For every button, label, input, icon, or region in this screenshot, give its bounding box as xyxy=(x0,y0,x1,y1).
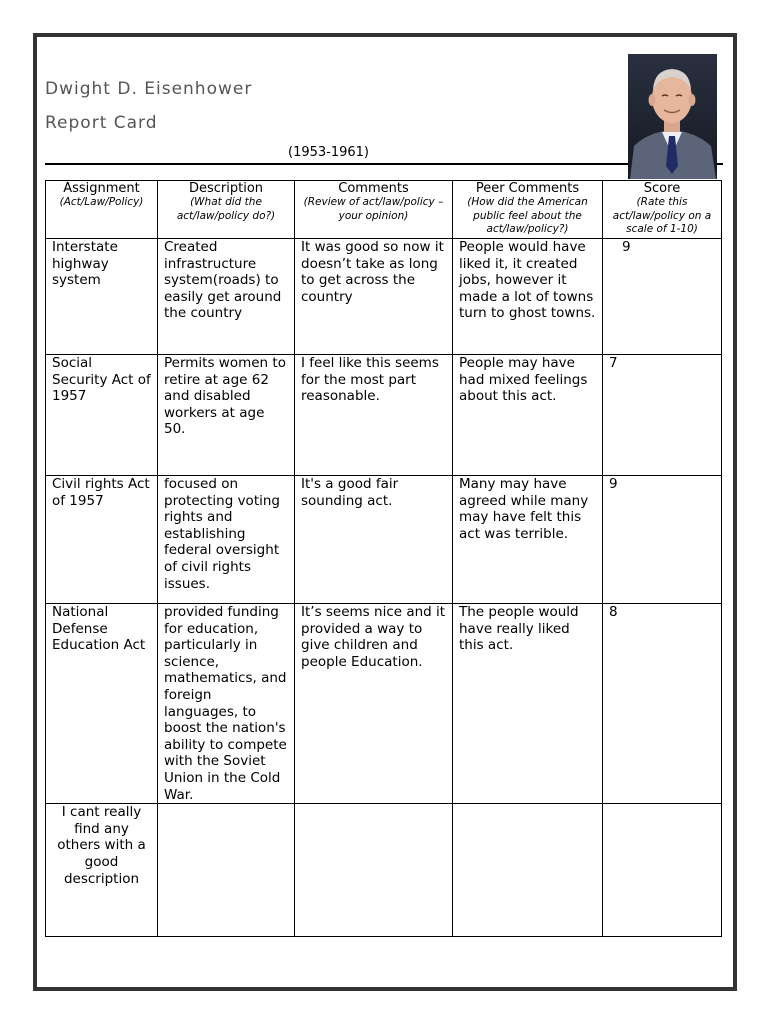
comments-cell xyxy=(295,804,453,937)
peer-comments-cell: People would have liked it, it created jobs, however it made a lot of towns turn to ghost towns. xyxy=(453,239,603,355)
assignment-cell: National Defense Education Act xyxy=(46,604,158,804)
peer-comments-cell: The people would have really liked this act. xyxy=(453,604,603,804)
comments-cell: It’s seems nice and it provided a way to give children and people Education. xyxy=(295,604,453,804)
eisenhower-portrait xyxy=(628,54,717,179)
comments-cell: It's a good fair sounding act. xyxy=(295,476,453,604)
assignment-cell: Interstate highway system xyxy=(46,239,158,355)
score-cell: 8 xyxy=(603,604,722,804)
comments-cell: I feel like this seems for the most part reasonable. xyxy=(295,355,453,476)
description-cell: Created infrastructure system(roads) to easily get around the country xyxy=(158,239,295,355)
score-cell: 9 xyxy=(603,239,722,355)
column-header-description: Description (What did the act/law/policy do?) xyxy=(158,181,295,239)
table-row xyxy=(46,804,722,937)
score-cell: 7 xyxy=(603,355,722,476)
description-cell xyxy=(158,804,295,937)
description-cell: Permits women to retire at age 62 and disabled workers at age 50. xyxy=(158,355,295,476)
peer-comments-cell: Many may have agreed while many may have felt this act was terrible. xyxy=(453,476,603,604)
header-divider xyxy=(45,163,723,165)
report-card-title: Report Card xyxy=(45,113,158,133)
assignment-cell: Social Security Act of 1957 xyxy=(46,355,158,476)
description-cell: provided funding for education, particularly in science, mathematics, and foreign languages, to boost the nation's ability to compete with the Soviet Union in the Cold War. xyxy=(158,604,295,804)
table-header-row xyxy=(46,181,722,239)
assignment-cell: Civil rights Act of 1957 xyxy=(46,476,158,604)
table-row xyxy=(46,355,722,476)
peer-comments-cell: People may have had mixed feelings about this act. xyxy=(453,355,603,476)
peer-comments-cell xyxy=(453,804,603,937)
comments-cell: It was good so now it doesn’t take as long to get across the country xyxy=(295,239,453,355)
description-cell: focused on protecting voting rights and establishing federal oversight of civil rights issues. xyxy=(158,476,295,604)
column-header-comments: Comments (Review of act/law/policy – your opinion) xyxy=(295,181,453,239)
term-years: (1953-1961) xyxy=(288,145,370,160)
president-name: Dwight D. Eisenhower xyxy=(45,79,253,99)
column-header-peer-comments: Peer Comments (How did the American public feel about the act/law/policy?) xyxy=(453,181,603,239)
report-card-table xyxy=(45,180,722,937)
table-row xyxy=(46,604,722,804)
score-cell: 9 xyxy=(603,476,722,604)
column-header-score: Score (Rate this act/law/policy on a scale of 1-10) xyxy=(603,181,722,239)
assignment-cell: I cant really find any others with a good description xyxy=(46,804,158,937)
table-row xyxy=(46,476,722,604)
table-row xyxy=(46,239,722,355)
column-header-assignment: Assignment (Act/Law/Policy) xyxy=(46,181,158,239)
score-cell xyxy=(603,804,722,937)
